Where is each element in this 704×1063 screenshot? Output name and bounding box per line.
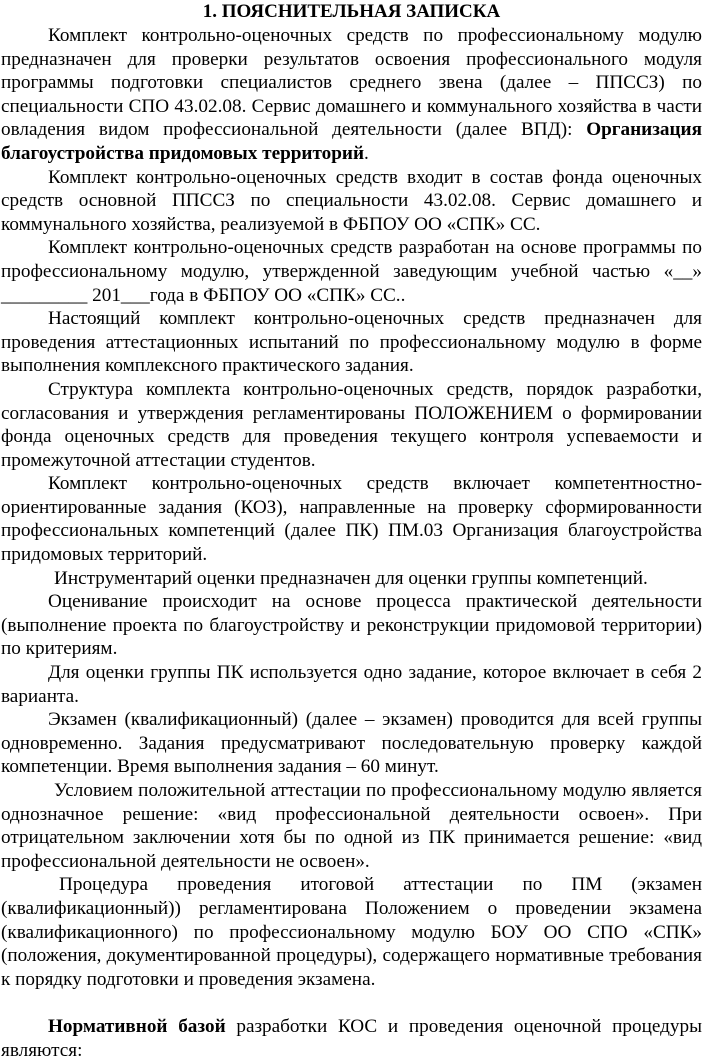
paragraph-bold-text: Нормативной базой <box>48 1016 226 1038</box>
section-title: 1. ПОЯСНИТЕЛЬНАЯ ЗАПИСКА <box>202 1 501 22</box>
blank-line <box>1 991 702 1015</box>
paragraph-assessment: Оценивание происходит на основе процесса практической деятельности (выполнение проекта по благоустройству и реконструкции придомовой территории) по критериям. <box>1 591 702 660</box>
paragraph-structure: Структура комплекта контрольно-оценочных средств, порядок разработки, согласования и утверждения регламентированы ПОЛОЖЕНИЕМ о формировании фонда оценочных средств для проведения текущего контроля успеваемости и промежуточной аттестации студентов. <box>1 378 702 471</box>
paragraph-text: Комплект контрольно-оценочных средств по профессиональному модулю предназначен для проверки результатов освоения профессионального модуля программы подготовки специалистов среднего звена (далее – ППССЗ) по специальности СПО 43.02.08. Сервис домашнего и коммунального хозяйства в части овладения видом профессиональной деятельности (далее ВПД): <box>1 25 702 141</box>
paragraph-bold-text: Организация благоустройства придомовых территорий <box>1 119 702 164</box>
paragraph-basis: Комплект контрольно-оценочных средств разработан на основе программы по профессиональному модулю, утвержденной заведующим учебной частью «__» _________ 201___года в ФБПОУ ОО «СПК» СС.. <box>1 237 702 306</box>
paragraph-intended-use: Настоящий комплект контрольно-оценочных средств предназначен для проведения аттестационных испытаний по профессиональному модулю в форме выполнения комплексного практического задания. <box>1 308 702 377</box>
paragraph-procedure: Процедура проведения итоговой аттестации по ПМ (экзамен (квалификационный)) регламентирована Положением о проведении экзамена (квалификационного) по профессиональному модулю БОУ ОО СПО «СПК» (положения, документированной процедуры), содержащего нормативные требования к порядку подготовки и проведения экзамена. <box>1 874 702 990</box>
paragraph-condition: Условием положительной аттестации по профессиональному модулю является однозначное решение: «вид профессиональной деятельности освоен». При отрицательном заключении хотя бы по одной из ПК принимается решение: «вид профессиональной деятельности не освоен». <box>1 780 702 872</box>
paragraph-exam: Экзамен (квалификационный) (далее – экзамен) проводится для всей группы одновременно. Задания предусматривают последовательную проверку каждой компетенции. Время выполнения задания – 60 минут. <box>1 709 702 778</box>
paragraph-task: Для оценки группы ПК используется одно задание, которое включает в себя 2 варианта. <box>1 662 702 707</box>
paragraph-text: разработки КОС и проведения оценочной процедуры являются: <box>1 1016 702 1061</box>
paragraph-text-end: . <box>364 142 369 164</box>
paragraph-contents: Комплект контрольно-оценочных средств включает компетентностно-ориентированные задания (КОЗ), направленные на проверку сформированности профессиональных компетенций (далее ПК) ПМ.03 Организация благоустройства придомовых территорий. <box>1 473 702 566</box>
paragraph-purpose <box>1 24 702 166</box>
paragraph-normative-basis <box>1 1015 702 1062</box>
paragraph-instruments: Инструментарий оценки предназначен для оценки группы компетенций. <box>54 567 648 589</box>
paragraph-fund: Комплект контрольно-оценочных средств входит в состав фонда оценочных средств основной ППССЗ по специальности 43.02.08. Сервис домашнего и коммунального хозяйства, реализуемой в ФБПОУ ОО «СПК» СС. <box>1 166 702 235</box>
